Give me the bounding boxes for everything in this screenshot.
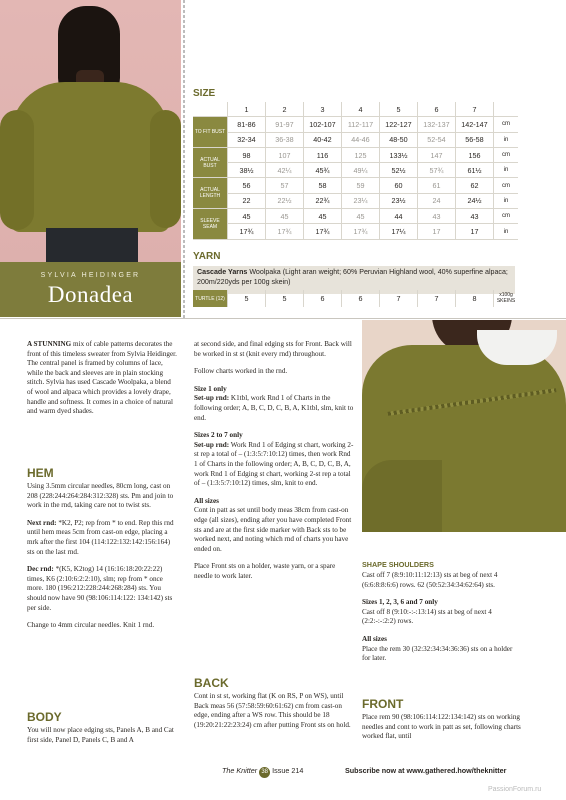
size-cell: 44 — [380, 209, 418, 224]
size-cell: 112-117 — [342, 117, 380, 132]
size-number: 1 — [228, 102, 266, 117]
size27-setup-text: Work Rnd 1 of Edging st chart, working 2-st rep a total of – (1:3:5:7:10:12) times, then work Rnd 1 of Charts in the following order; A, B, C, D, C, B, A, work Rnd 1 of Edging st chart, working 2-st rep a total of – (1:3:5:7:10:12) times, slm, knit to end. — [194, 440, 354, 488]
watermark: PassionForum.ru — [488, 786, 542, 793]
size-cell: 45 — [304, 209, 342, 224]
body-p1: You will now place edging sts, Panels A, B and Cat first side, Panel D, Panels C, B and A — [27, 726, 174, 744]
size-cell: 43 — [418, 209, 456, 224]
size-cell: 22½ — [266, 193, 304, 208]
size-cell: 56 — [228, 178, 266, 193]
size-cell: 147 — [418, 147, 456, 162]
size-unit: cm — [494, 117, 519, 132]
sweater-back-photo — [0, 0, 181, 262]
page-number: 38 — [259, 767, 270, 778]
shoulders-p1: Cast off 7 (8:9:10:11:12:13) sts at beg of next 4 (6:6:8:8:6:6) rows. 62 (50:52:34:34:62:64) sts. — [362, 571, 498, 589]
yarn-qty: 7 — [380, 290, 418, 307]
size-cell: 57¾ — [418, 163, 456, 178]
size-cell: 142-147 — [456, 117, 494, 132]
size-cell: 17¾ — [266, 224, 304, 239]
section-rule — [0, 318, 566, 319]
hem-next-rnd-label: Next rnd: — [27, 518, 57, 527]
size-cell: 45 — [228, 209, 266, 224]
size-cell: 48-50 — [380, 132, 418, 147]
body-heading: BODY — [27, 710, 62, 724]
size-cell: 17¼ — [380, 224, 418, 239]
yarn-colour-label: TURTLE (12) — [193, 290, 228, 307]
yarn-qty: 5 — [266, 290, 304, 307]
size-row-label: ACTUAL BUST — [193, 147, 228, 178]
size-cell: 17 — [418, 224, 456, 239]
shape-shoulders-heading: SHAPE SHOULDERS — [362, 560, 434, 569]
size-row — [193, 163, 518, 178]
size-row — [193, 132, 518, 147]
hem-p2: *K2, P2; rep from * to end. Rep this rnd until hem meas 5cm from cast-on edge, placing a mrk after the first 104 (114:122:132:142:156:164) sts on the last rnd. — [27, 518, 174, 556]
footer-magazine — [222, 766, 303, 778]
intro-text — [27, 340, 177, 425]
size1-setup-label: Set-up rnd: — [194, 394, 230, 403]
sweater-detail-photo — [362, 320, 566, 532]
magazine-name: The Knitter — [222, 766, 258, 775]
shoulders-all-text: Place the rem 30 (32:32:34:34:36:36) sts on a holder for later. — [362, 644, 513, 663]
subscribe-link[interactable]: Subscribe now at www.gathered.how/theknitter — [345, 766, 507, 775]
size-number: 4 — [342, 102, 380, 117]
size-cell: 22 — [228, 193, 266, 208]
size-number: 3 — [304, 102, 342, 117]
designer-name: SYLVIA HEIDINGER — [40, 272, 141, 279]
size-heading: SIZE — [193, 88, 216, 99]
size-cell: 61 — [418, 178, 456, 193]
size-cell: 22¾ — [304, 193, 342, 208]
yarn-details: Woolpaka (Light aran weight; 60% Peruvian Highland wool, 40% superfine alpaca; 200m/220yds per 100g skein) — [197, 268, 508, 286]
size-row-label: SLEEVE SEAM — [193, 209, 228, 240]
size-cell: 17¾ — [342, 224, 380, 239]
intro-lead: A STUNNING — [27, 340, 72, 348]
size-cell: 98 — [228, 147, 266, 162]
size-cell: 17¾ — [304, 224, 342, 239]
size-cell: 56-58 — [456, 132, 494, 147]
yarn-brand: Cascade Yarns — [197, 268, 248, 276]
size-number: 7 — [456, 102, 494, 117]
back-p1: Cont in st st, working flat (K on RS, P on WS), until Back meas 56 (57:58:59:60:61:62) cm from cast-on edge, ending after a WS row. This should be 18 (19:20:21:22:23:24) cm after putting Front sts on hold. — [194, 692, 351, 729]
size-cell: 58 — [304, 178, 342, 193]
size-unit: in — [494, 163, 519, 178]
size-cell: 45 — [342, 209, 380, 224]
size-cell: 156 — [456, 147, 494, 162]
size-cell: 102-107 — [304, 117, 342, 132]
back-heading: BACK — [194, 676, 229, 690]
yarn-unit: x100g SKEINS — [496, 292, 516, 304]
size-row — [193, 209, 518, 224]
size27-setup-label: Set-up rnd: — [194, 440, 230, 449]
issue-number: Issue 214 — [272, 766, 304, 775]
yarn-qty: 8 — [456, 290, 494, 307]
size-cell: 38½ — [228, 163, 266, 178]
size-cell: 23½ — [380, 193, 418, 208]
yarn-quantity-table — [193, 290, 518, 307]
size-cell: 60 — [380, 178, 418, 193]
all-sizes-text: Cont in patt as set until body meas 38cm from cast-on edge (all sizes), ending after you have completed Front sts and are at the first side marker with Back sts to be worked next, and noting which rnd of charts you have ended on. — [194, 506, 352, 553]
column-2-text — [194, 340, 354, 589]
size-cell: 57 — [266, 178, 304, 193]
size-cell: 107 — [266, 147, 304, 162]
size-cell: 49¼ — [342, 163, 380, 178]
shoulders-text — [362, 571, 522, 672]
stitched-divider — [183, 0, 185, 318]
hem-p4: Change to 4mm circular needles. Knit 1 rnd. — [27, 621, 155, 630]
size-cell: 23¼ — [342, 193, 380, 208]
size1-heading: Size 1 only — [194, 384, 227, 393]
size-cell: 52½ — [380, 163, 418, 178]
size-table — [193, 102, 518, 240]
size-row — [193, 193, 518, 208]
size-number: 6 — [418, 102, 456, 117]
size-cell: 133½ — [380, 147, 418, 162]
place-front-text: Place Front sts on a holder, waste yarn, or a spare needle to work later. — [194, 562, 336, 580]
size-cell: 52-54 — [418, 132, 456, 147]
body-text — [27, 726, 177, 753]
size-cell: 44-46 — [342, 132, 380, 147]
hem-heading: HEM — [27, 466, 54, 480]
size-unit: in — [494, 193, 519, 208]
size-cell: 24½ — [456, 193, 494, 208]
all-sizes-heading: All sizes — [194, 496, 219, 505]
front-heading: FRONT — [362, 697, 404, 711]
size-cell: 125 — [342, 147, 380, 162]
size-unit: cm — [494, 147, 519, 162]
pattern-title: Donadea — [47, 282, 134, 307]
size27-heading: Sizes 2 to 7 only — [194, 431, 243, 440]
size-cell: 24 — [418, 193, 456, 208]
size-cell: 45 — [266, 209, 304, 224]
size-row — [193, 117, 518, 132]
yarn-qty: 7 — [418, 290, 456, 307]
size-number: 2 — [266, 102, 304, 117]
size-cell: 62 — [456, 178, 494, 193]
yarn-qty: 5 — [228, 290, 266, 307]
size-cell: 43 — [456, 209, 494, 224]
size1-setup-text: K1tbl, work Rnd 1 of Charts in the following order; A, B, C, D, C, B, A, K1tbl, slm, knit to end. — [194, 394, 354, 422]
size-cell: 17 — [456, 224, 494, 239]
back-text — [194, 692, 354, 738]
size-cell: 59 — [342, 178, 380, 193]
size-cell: 17¾ — [228, 224, 266, 239]
size-cell: 32-34 — [228, 132, 266, 147]
yarn-qty: 6 — [304, 290, 342, 307]
size-unit: cm — [494, 178, 519, 193]
size-row-label: ACTUAL LENGTH — [193, 178, 228, 209]
shoulders-sizes-text: Cast off 8 (9:10:-:-:13:14) sts at beg of next 4 (2:2:-:-:2:2) rows. — [362, 607, 492, 626]
size-row-label: TO FIT BUST — [193, 117, 228, 148]
front-text — [362, 713, 522, 750]
size-row — [193, 178, 518, 193]
front-p1: Place rem 90 (98:106:114:122:134:142) sts on working needles and cont to work in patt as set, following charts worked flat, until — [362, 713, 521, 741]
hem-text — [27, 482, 177, 639]
size-unit: in — [494, 132, 519, 147]
hem-dec-rnd-label: Dec rnd: — [27, 565, 54, 574]
size-unit: cm — [494, 209, 519, 224]
size-number: 5 — [380, 102, 418, 117]
shoulders-all-heading: All sizes — [362, 634, 387, 643]
hem-p1: Using 3.5mm circular needles, 80cm long, cast on 208 (228:244:264:284:312:328) sts. Pm and join to work in the rnd, taking care not to twist sts. — [27, 482, 174, 510]
size-cell: 45¾ — [304, 163, 342, 178]
title-block — [0, 262, 181, 317]
size-cell: 61½ — [456, 163, 494, 178]
size-cell: 40-42 — [304, 132, 342, 147]
size-cell: 81-86 — [228, 117, 266, 132]
col2-p1: at second side, and final edging sts for Front. Back will be worked in st st (knit every rnd) throughout. — [194, 340, 352, 358]
intro-body: mix of cable patterns decorates the front of this timeless sweater from Sylvia Heidinger. The central panel is framed by columns of lace, while the back and sleeves are in plain stocking stitch. Sylvia has used Cascade Woolpaka, a blend of wool and alpaca which provides a lovely drape, handle and softness. It comes in a choice of natural and warm dyed shades. — [27, 340, 177, 416]
yarn-qty: 6 — [342, 290, 380, 307]
size-unit: in — [494, 224, 519, 239]
col2-p2: Follow charts worked in the rnd. — [194, 367, 288, 376]
shoulders-sizes-heading: Sizes 1, 2, 3, 6 and 7 only — [362, 598, 438, 607]
size-cell: 36-38 — [266, 132, 304, 147]
yarn-heading: YARN — [193, 251, 221, 262]
size-cell: 116 — [304, 147, 342, 162]
size-cell: 132-137 — [418, 117, 456, 132]
size-row — [193, 224, 518, 239]
hem-p3: *(K5, K2tog) 14 (16:16:18:20:22:22) times, K6 (2:10:6:2:2:10), slm; rep from * once more. 180 (196:212:228:244:268:284) sts. You should now have 90 (98:106:114:122: 134:142) sts per side. — [27, 565, 173, 612]
size-number-row — [193, 102, 518, 117]
size-cell: 42¼ — [266, 163, 304, 178]
size-row — [193, 147, 518, 162]
size-cell: 122-127 — [380, 117, 418, 132]
size-cell: 91-97 — [266, 117, 304, 132]
